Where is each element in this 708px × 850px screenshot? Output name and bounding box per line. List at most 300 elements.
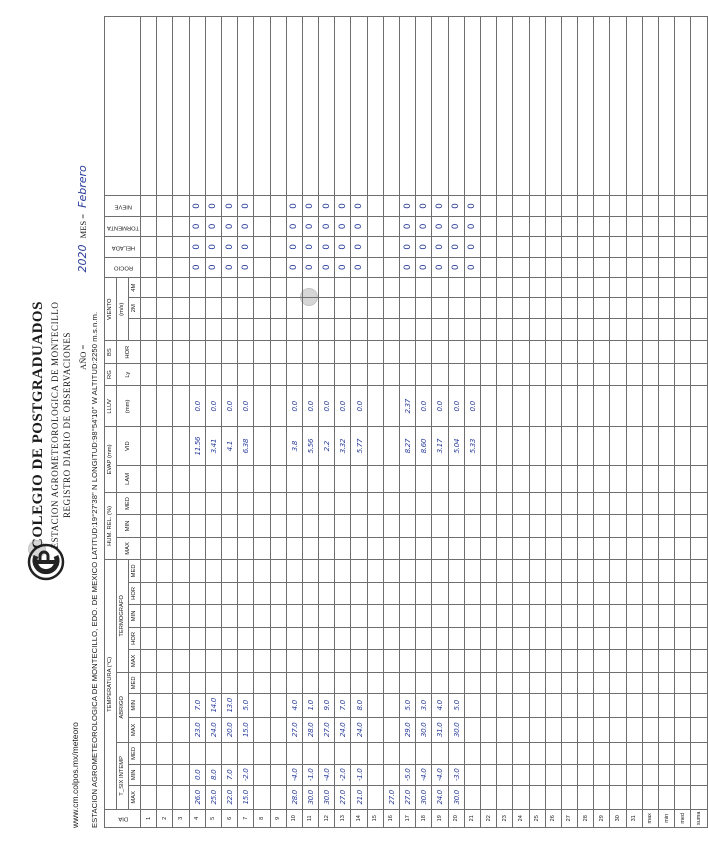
shelter-min-cell: 5.0 <box>400 694 416 718</box>
hum-min-cell <box>302 515 318 537</box>
table-row <box>594 17 610 828</box>
table-row <box>578 17 594 828</box>
wind-4m-cell <box>400 278 416 298</box>
blank-cell <box>529 17 545 196</box>
storm-cell: 0 <box>319 216 335 236</box>
shelter-min-cell <box>659 694 675 718</box>
shelter-max-cell: 30.0 <box>416 717 432 743</box>
hum-min-cell <box>141 515 157 537</box>
day-cell: 16 <box>383 809 399 827</box>
thermo-hor1-cell <box>626 627 642 649</box>
hum-max-cell <box>367 537 383 559</box>
tsix-min-cell: -4.0 <box>416 764 432 785</box>
radiation-cell <box>416 363 432 385</box>
thermo-min-cell <box>157 605 173 627</box>
blank-cell <box>286 17 302 196</box>
table-row <box>626 17 642 828</box>
wind-4m-cell <box>642 278 658 298</box>
evap-lam-cell <box>302 466 318 493</box>
wind-cell <box>594 318 610 340</box>
thermo-hor1-cell <box>383 627 399 649</box>
wind-2m-cell <box>480 298 496 318</box>
thermo-hor1-cell <box>464 627 480 649</box>
table-row <box>254 17 270 828</box>
thermo-min-cell <box>480 605 496 627</box>
snow-cell: 0 <box>335 196 351 216</box>
tsix-min-cell <box>529 764 545 785</box>
sunshine-cell <box>221 341 237 363</box>
tsix-med-cell <box>383 743 399 764</box>
shelter-med-cell <box>238 672 254 693</box>
thermo-med-cell <box>480 560 496 582</box>
thermo-hor1-header: HOR <box>129 627 141 649</box>
evap-vid-cell: 11.56 <box>189 427 205 466</box>
wind-2m-cell <box>302 298 318 318</box>
tsix-med-cell <box>545 743 561 764</box>
thermo-max-cell <box>335 650 351 672</box>
evap-lam-cell <box>578 466 594 493</box>
thermo-med-cell <box>238 560 254 582</box>
hum-min-cell <box>448 515 464 537</box>
wind-2m-cell <box>400 298 416 318</box>
wind-2m-cell <box>416 298 432 318</box>
storm-cell <box>578 216 594 236</box>
shelter-max-cell <box>659 717 675 743</box>
snow-cell: 0 <box>400 196 416 216</box>
wind-4m-cell <box>319 278 335 298</box>
snow-cell <box>675 196 691 216</box>
radiation-cell <box>691 363 707 385</box>
evap-vid-cell <box>529 427 545 466</box>
sunshine-cell <box>610 341 626 363</box>
wind-4m-cell <box>448 278 464 298</box>
evap-vid-cell <box>594 427 610 466</box>
shelter-med-cell <box>270 672 286 693</box>
blank-cell <box>610 17 626 196</box>
thermo-hor2-cell <box>189 582 205 604</box>
dew-cell <box>642 257 658 277</box>
rain-cell <box>529 386 545 427</box>
table-row <box>480 17 496 828</box>
shelter-med-cell <box>157 672 173 693</box>
sunshine-cell <box>367 341 383 363</box>
shelter-max-cell <box>383 717 399 743</box>
shelter-med-cell <box>659 672 675 693</box>
tsix-min-cell <box>141 764 157 785</box>
tsix-max-cell <box>254 786 270 810</box>
hum-med-cell <box>610 492 626 515</box>
table-row <box>513 17 529 828</box>
thermo-hor1-cell <box>545 627 561 649</box>
tsix-med-header: MED <box>129 743 141 764</box>
hum-min-cell <box>513 515 529 537</box>
radiation-cell <box>464 363 480 385</box>
wind-4m-cell <box>189 278 205 298</box>
frost-cell: 0 <box>302 237 318 257</box>
radiation-cell <box>642 363 658 385</box>
blank-cell <box>302 17 318 196</box>
shelter-min-cell: 7.0 <box>189 694 205 718</box>
radiation-cell <box>497 363 513 385</box>
thermo-max-cell <box>675 650 691 672</box>
blank-cell <box>545 17 561 196</box>
hum-min-cell <box>335 515 351 537</box>
thermo-hor2-cell <box>513 582 529 604</box>
rain-cell: 0.0 <box>464 386 480 427</box>
tsix-min-cell <box>594 764 610 785</box>
shelter-max-cell: 24.0 <box>351 717 367 743</box>
dew-cell <box>497 257 513 277</box>
sunshine-cell <box>141 341 157 363</box>
shelter-med-cell <box>497 672 513 693</box>
frost-cell: 0 <box>205 237 221 257</box>
hum-med-cell <box>221 492 237 515</box>
blank-cell <box>335 17 351 196</box>
thermo-hor2-cell <box>254 582 270 604</box>
evap-lam-cell <box>367 466 383 493</box>
hum-max-cell <box>578 537 594 559</box>
wind-2m-cell <box>578 298 594 318</box>
thermo-med-cell <box>578 560 594 582</box>
shelter-min-cell <box>157 694 173 718</box>
tsix-min-header: MIN <box>129 764 141 785</box>
shelter-max-cell: 31.0 <box>432 717 448 743</box>
shelter-min-cell <box>578 694 594 718</box>
frost-cell: 0 <box>221 237 237 257</box>
rain-cell <box>594 386 610 427</box>
tsix-max-cell: 24.0 <box>432 786 448 810</box>
thermo-med-cell <box>302 560 318 582</box>
snow-cell: 0 <box>319 196 335 216</box>
shelter-min-cell <box>497 694 513 718</box>
shelter-max-cell <box>367 717 383 743</box>
hum-max-cell <box>513 537 529 559</box>
tsix-min-cell: 0.0 <box>189 764 205 785</box>
hum-max-cell <box>205 537 221 559</box>
hum-med-cell <box>383 492 399 515</box>
day-cell: 31 <box>626 809 642 827</box>
shelter-max-cell: 20.0 <box>221 717 237 743</box>
thermo-max-cell <box>141 650 157 672</box>
tsix-med-cell <box>642 743 658 764</box>
wind-cell <box>270 318 286 340</box>
shelter-med-cell <box>642 672 658 693</box>
shelter-min-cell: 3.0 <box>416 694 432 718</box>
wind-4m-cell <box>529 278 545 298</box>
tsix-min-cell <box>367 764 383 785</box>
shelter-min-cell: 7.0 <box>335 694 351 718</box>
thermo-max-cell <box>545 650 561 672</box>
tsix-med-cell <box>626 743 642 764</box>
evap-lam-cell <box>400 466 416 493</box>
frost-cell: 0 <box>351 237 367 257</box>
radiation-cell <box>141 363 157 385</box>
thermo-med-cell <box>270 560 286 582</box>
shelter-max-cell: 15.0 <box>238 717 254 743</box>
frost-cell <box>270 237 286 257</box>
tsix-min-cell: -4.0 <box>432 764 448 785</box>
website-url: www.cm.colpos.mx/meteoro <box>70 722 80 828</box>
wind-4m-cell <box>691 278 707 298</box>
thermo-med-cell <box>157 560 173 582</box>
shelter-min-cell <box>691 694 707 718</box>
hum-max-cell <box>221 537 237 559</box>
hum-min-cell <box>480 515 496 537</box>
hum-max-cell <box>642 537 658 559</box>
tsix-min-cell <box>561 764 577 785</box>
shelter-med-cell <box>529 672 545 693</box>
radiation-cell <box>205 363 221 385</box>
hum-med-cell <box>367 492 383 515</box>
snow-cell <box>141 196 157 216</box>
storm-cell: 0 <box>205 216 221 236</box>
dew-cell <box>383 257 399 277</box>
rain-cell <box>254 386 270 427</box>
thermo-med-cell <box>594 560 610 582</box>
frost-cell <box>480 237 496 257</box>
wind-cell <box>578 318 594 340</box>
day-cell: 2 <box>157 809 173 827</box>
tsix-max-cell: 15.0 <box>238 786 254 810</box>
wind-2m-cell <box>642 298 658 318</box>
tsix-min-cell <box>157 764 173 785</box>
shelter-min-cell: 4.0 <box>286 694 302 718</box>
storm-cell: 0 <box>400 216 416 236</box>
hum-max-cell <box>497 537 513 559</box>
frost-cell <box>173 237 189 257</box>
storm-cell: 0 <box>416 216 432 236</box>
tsix-med-cell <box>691 743 707 764</box>
shelter-min-header: MIN <box>129 694 141 718</box>
thermo-hor2-cell <box>141 582 157 604</box>
hum-max-cell <box>302 537 318 559</box>
tsix-max-cell: 22.0 <box>221 786 237 810</box>
blank-cell <box>319 17 335 196</box>
wind-cell <box>675 318 691 340</box>
snow-header: NIEVE <box>105 196 141 216</box>
blank-cell <box>432 17 448 196</box>
wind-4m-cell <box>416 278 432 298</box>
shelter-max-cell <box>545 717 561 743</box>
storm-cell: 0 <box>335 216 351 236</box>
shelter-min-cell <box>270 694 286 718</box>
storm-cell: 0 <box>351 216 367 236</box>
hum-min-cell <box>675 515 691 537</box>
evap-vid-cell <box>545 427 561 466</box>
thermo-hor2-cell <box>319 582 335 604</box>
hum-min-cell <box>545 515 561 537</box>
shelter-med-cell <box>141 672 157 693</box>
wind-4m-cell <box>675 278 691 298</box>
evap-vid-cell: 5.04 <box>448 427 464 466</box>
thermo-max-cell <box>497 650 513 672</box>
hum-min-cell <box>254 515 270 537</box>
wind-cell <box>221 318 237 340</box>
snow-cell <box>642 196 658 216</box>
dew-header: ROCIO <box>105 257 141 277</box>
frost-cell: 0 <box>432 237 448 257</box>
wind-4m-cell <box>238 278 254 298</box>
shelter-med-cell <box>173 672 189 693</box>
sunshine-cell <box>416 341 432 363</box>
frost-cell: 0 <box>189 237 205 257</box>
wind-cell <box>319 318 335 340</box>
tsix-min-cell: -1.0 <box>302 764 318 785</box>
hum-min-header: MIN <box>117 515 141 537</box>
tsix-med-cell <box>513 743 529 764</box>
tsix-min-cell <box>270 764 286 785</box>
thermo-hor2-cell <box>367 582 383 604</box>
hum-max-cell <box>270 537 286 559</box>
wind-cell <box>545 318 561 340</box>
thermo-hor2-cell <box>594 582 610 604</box>
thermo-hor1-cell <box>173 627 189 649</box>
wind-4m-cell <box>351 278 367 298</box>
tsix-max-cell <box>367 786 383 810</box>
wind-2m-cell <box>270 298 286 318</box>
thermo-hor1-cell <box>238 627 254 649</box>
tsix-med-cell <box>286 743 302 764</box>
hum-max-cell <box>400 537 416 559</box>
tsix-med-cell <box>561 743 577 764</box>
tsix-min-cell <box>691 764 707 785</box>
shelter-med-header: MED <box>129 672 141 693</box>
wind-4m-header: 4M <box>129 278 141 298</box>
day-cell: 15 <box>367 809 383 827</box>
frost-cell <box>254 237 270 257</box>
hum-max-cell <box>416 537 432 559</box>
sunshine-cell <box>561 341 577 363</box>
shelter-max-cell: 28.0 <box>302 717 318 743</box>
thermo-hor1-cell <box>561 627 577 649</box>
storm-cell <box>675 216 691 236</box>
tsix-min-cell: -1.0 <box>351 764 367 785</box>
thermo-min-cell <box>464 605 480 627</box>
frost-cell <box>383 237 399 257</box>
evap-vid-cell <box>383 427 399 466</box>
wind-2m-cell <box>545 298 561 318</box>
wind-2m-cell <box>383 298 399 318</box>
wind-cell <box>157 318 173 340</box>
shelter-med-cell <box>545 672 561 693</box>
snow-cell: 0 <box>238 196 254 216</box>
evap-lam-cell <box>659 466 675 493</box>
day-cell: 23 <box>497 809 513 827</box>
sunshine-cell <box>319 341 335 363</box>
thermo-med-cell <box>432 560 448 582</box>
blank-cell <box>400 17 416 196</box>
wind-4m-cell <box>464 278 480 298</box>
sunshine-cell <box>400 341 416 363</box>
thermo-hor2-cell <box>675 582 691 604</box>
thermo-hor1-cell <box>221 627 237 649</box>
wind-cell <box>189 318 205 340</box>
hum-med-cell <box>626 492 642 515</box>
frost-cell: 0 <box>319 237 335 257</box>
radiation-cell <box>448 363 464 385</box>
thermo-min-cell <box>626 605 642 627</box>
wind-4m-cell <box>335 278 351 298</box>
shelter-max-cell <box>464 717 480 743</box>
tsix-max-cell: 26.0 <box>189 786 205 810</box>
tsix-min-cell <box>513 764 529 785</box>
rain-cell <box>157 386 173 427</box>
thermo-med-cell <box>367 560 383 582</box>
thermo-min-cell <box>497 605 513 627</box>
evap-lam-cell <box>141 466 157 493</box>
table-row <box>545 17 561 828</box>
hum-max-cell <box>238 537 254 559</box>
tsix-header: T_SIX INTEMP <box>117 743 129 809</box>
storm-cell <box>642 216 658 236</box>
shelter-med-cell <box>335 672 351 693</box>
month-value: Febrero <box>76 165 89 208</box>
wind-cell <box>254 318 270 340</box>
wind-cell <box>513 318 529 340</box>
thermo-min-cell <box>319 605 335 627</box>
sunshine-cell <box>448 341 464 363</box>
storm-cell: 0 <box>432 216 448 236</box>
thermo-hor2-cell <box>659 582 675 604</box>
hum-min-cell <box>270 515 286 537</box>
shelter-min-cell: 14.0 <box>205 694 221 718</box>
hum-med-cell <box>545 492 561 515</box>
tsix-med-cell <box>335 743 351 764</box>
thermo-min-cell <box>513 605 529 627</box>
year-month-line <box>76 165 89 370</box>
radiation-cell <box>221 363 237 385</box>
hum-max-cell <box>610 537 626 559</box>
tsix-med-cell <box>270 743 286 764</box>
thermo-min-cell <box>578 605 594 627</box>
shelter-min-cell <box>594 694 610 718</box>
thermo-hor1-cell <box>513 627 529 649</box>
frost-cell <box>561 237 577 257</box>
thermo-hor2-cell <box>497 582 513 604</box>
wind-cell <box>529 318 545 340</box>
blank-cell <box>205 17 221 196</box>
thermo-hor1-cell <box>286 627 302 649</box>
tsix-min-cell: -4.0 <box>319 764 335 785</box>
blank-cell <box>173 17 189 196</box>
storm-cell <box>610 216 626 236</box>
storm-cell <box>497 216 513 236</box>
wind-2m-cell <box>205 298 221 318</box>
snow-cell <box>561 196 577 216</box>
shelter-max-header: MAX <box>129 717 141 743</box>
radiation-cell <box>383 363 399 385</box>
thermo-hor1-cell <box>416 627 432 649</box>
hum-med-cell <box>319 492 335 515</box>
hum-med-cell <box>157 492 173 515</box>
thermo-hor2-cell <box>238 582 254 604</box>
storm-cell <box>141 216 157 236</box>
blank-cell <box>626 17 642 196</box>
hum-med-cell <box>141 492 157 515</box>
tsix-max-cell <box>691 786 707 810</box>
tsix-max-cell <box>173 786 189 810</box>
sunshine-cell <box>464 341 480 363</box>
day-cell: 12 <box>319 809 335 827</box>
wind-blank-header <box>129 318 141 340</box>
dew-cell <box>367 257 383 277</box>
rain-cell <box>497 386 513 427</box>
wind-2m-cell <box>464 298 480 318</box>
thermo-hor1-cell <box>691 627 707 649</box>
shelter-min-cell <box>464 694 480 718</box>
shelter-max-cell <box>691 717 707 743</box>
thermo-hor1-cell <box>529 627 545 649</box>
